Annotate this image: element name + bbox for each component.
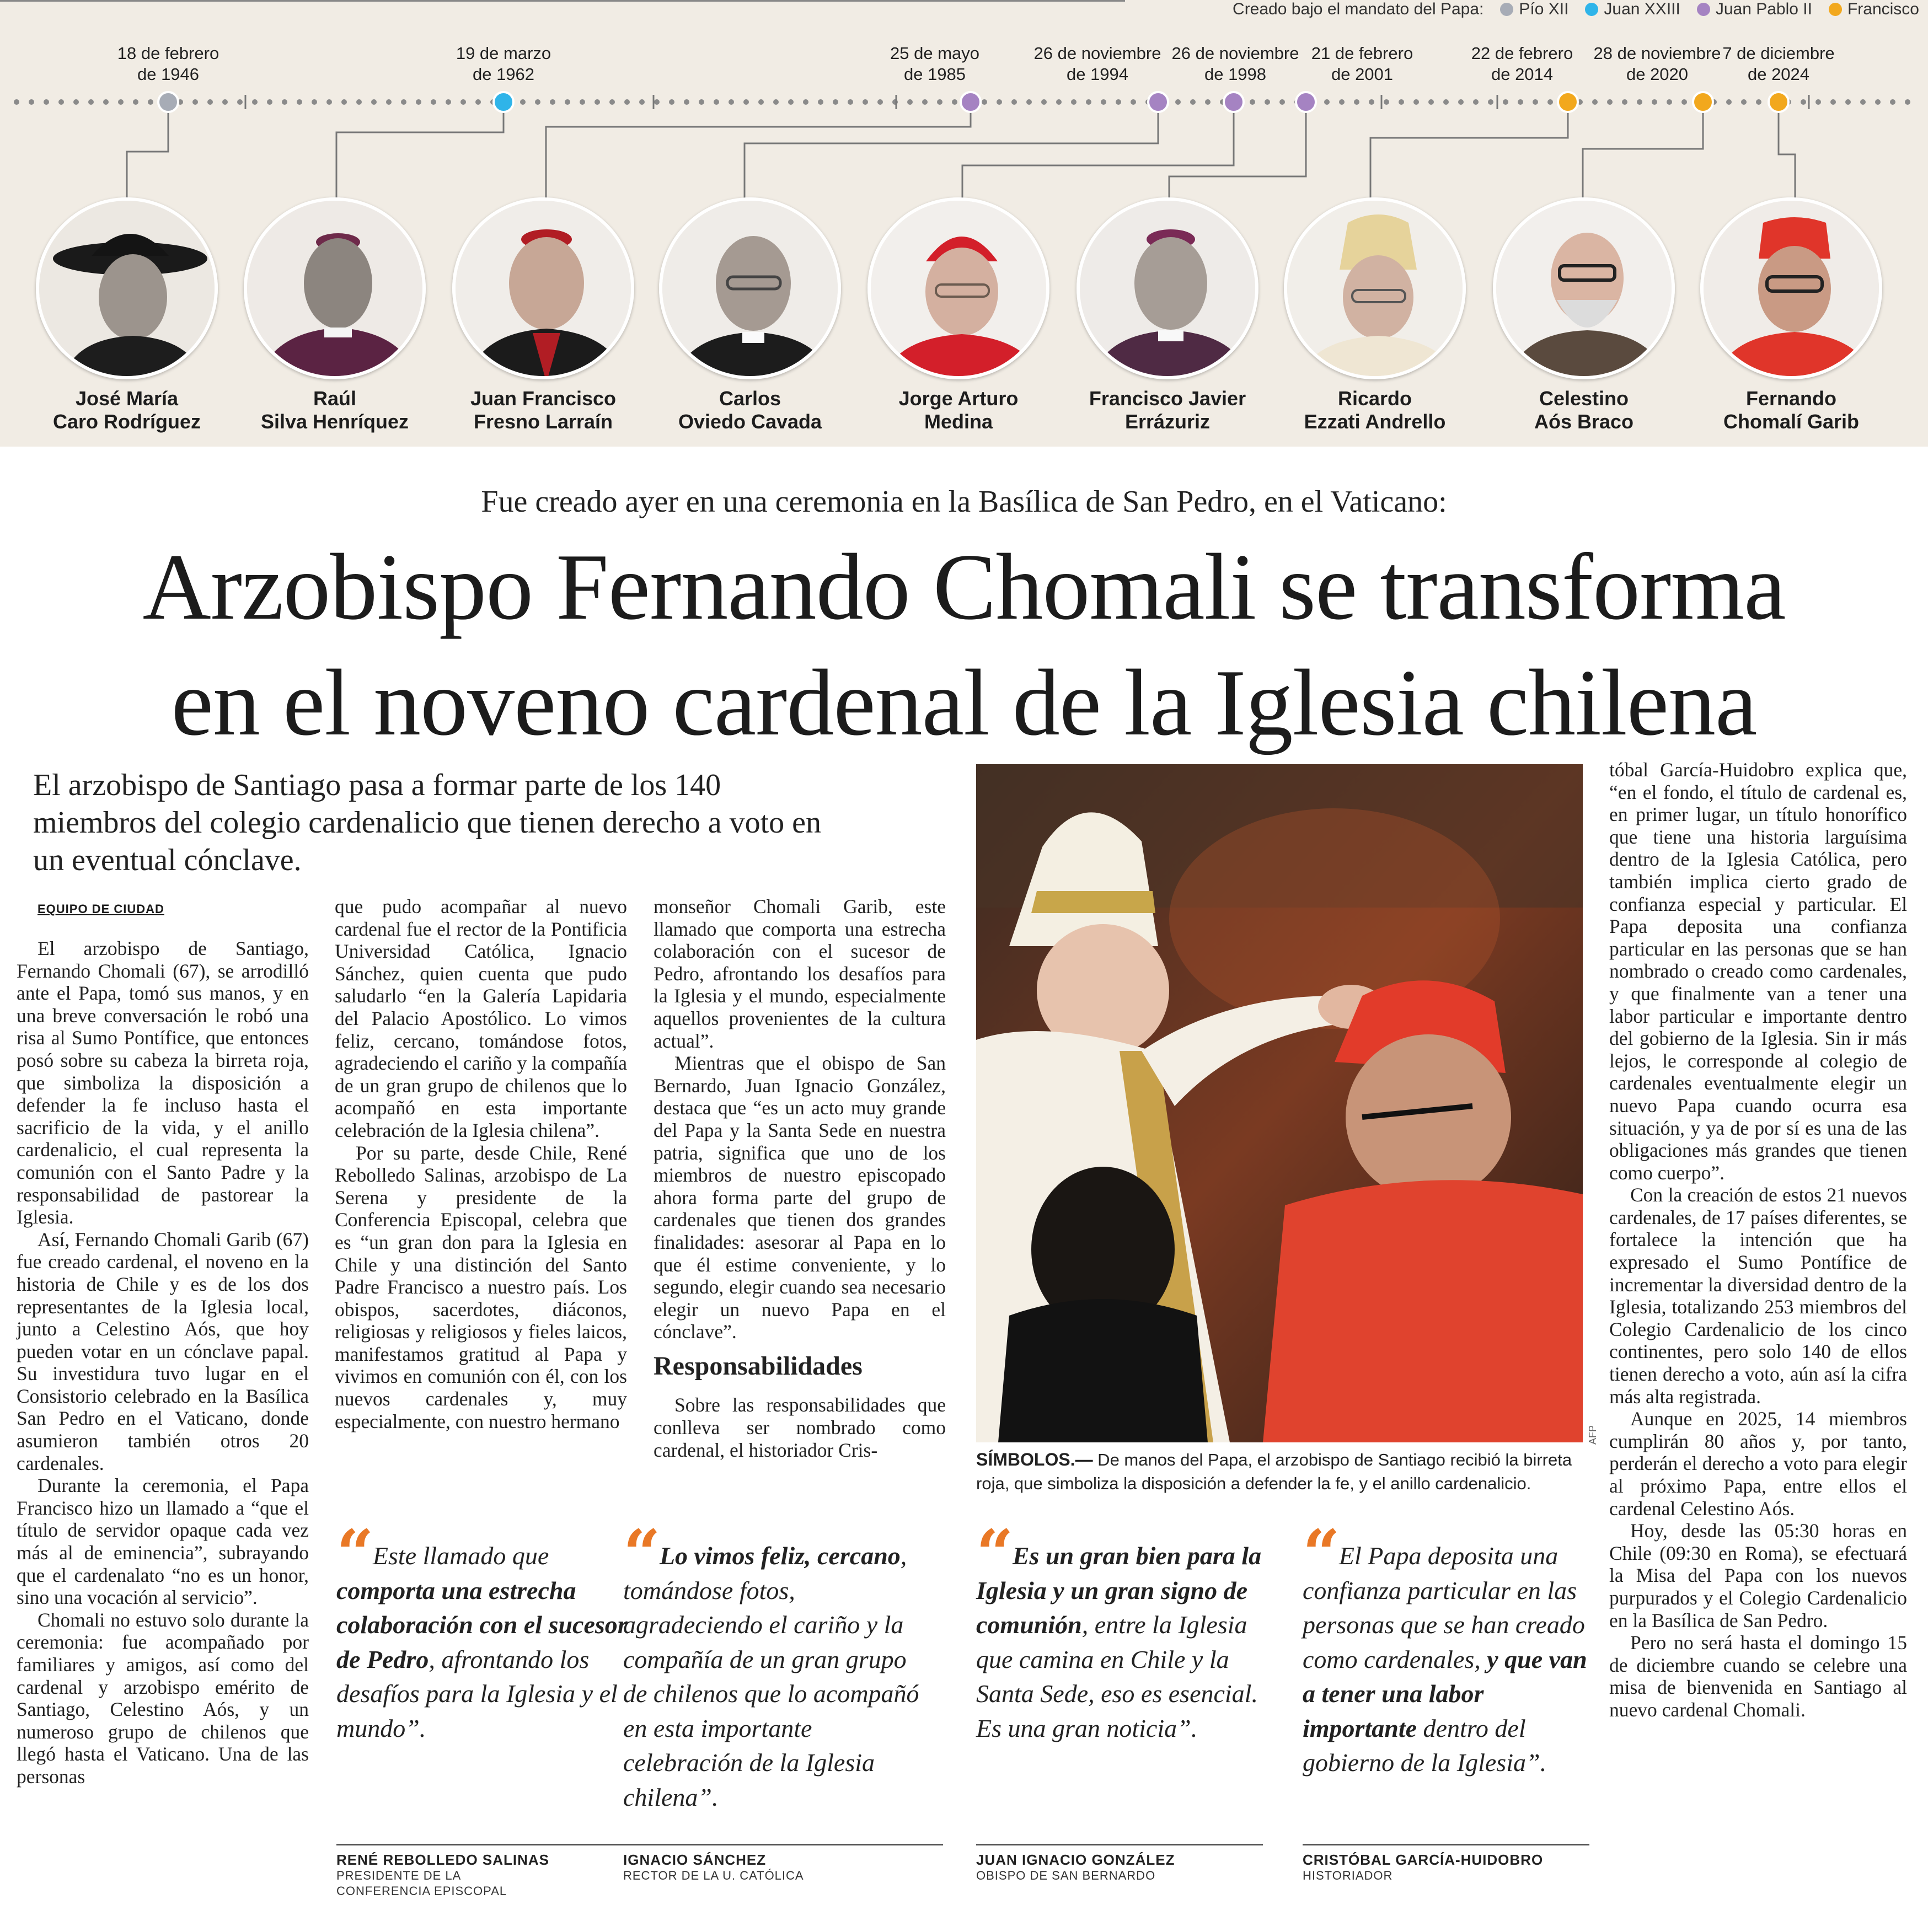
paragraph: que pudo acompañar al nuevo cardenal fue el rector de la Pontificia Universidad Católica, Ignacio Sánchez, quien cuenta que pudo saludarlo “en la Galería Lapidaria del Palacio Apostólico. Lo vimos feliz, cercano, tomándose fotos, agradeciendo el cariño y la compañía de un gran grupo de chilenos que lo acompañó en esta importante celebración de la Iglesia chilena”. xyxy=(335,895,627,1141)
kicker: Fue creado ayer en una ceremonia en la Basílica de San Pedro, en el Vaticano: xyxy=(481,485,1447,519)
paragraph: Así, Fernando Chomali Garib (67) fue creado cardenal, el noveno en la historia de Chile y es de los dos representantes de la Iglesia local, junto a Celestino Aós, que hoy pueden votar en un cónclave papal. Su investidura tuvo lugar en el Consistorio celebrado en la Basílica San Pedro en el Vaticano, donde asumieron también otros 20 cardenales. xyxy=(17,1228,309,1474)
date-2014: 22 de febrero de 2014 xyxy=(1471,44,1573,84)
axis-dot xyxy=(565,99,570,105)
axis-dot xyxy=(1175,99,1181,105)
axis-dot xyxy=(729,99,734,105)
marker-2020 xyxy=(1693,92,1713,112)
portrait-silva xyxy=(244,197,426,379)
axis-dot xyxy=(922,99,928,105)
quote-text: Lo vimos feliz, cercano, tomándose fotos, agradeciendo el cariño y la compañía de un gran grupo de chilenos que lo acompañó en esta importante celebración de la Iglesia chilena”. xyxy=(623,1542,919,1811)
axis-dot xyxy=(1518,99,1523,105)
axis-dot xyxy=(609,99,615,105)
axis-dot xyxy=(1503,99,1508,105)
legend-title: Creado bajo el mandato del Papa: xyxy=(1233,0,1484,18)
quote-mark-icon: “ xyxy=(1303,1515,1335,1592)
date-1962: 19 de marzo de 1962 xyxy=(456,44,551,84)
axis-dot xyxy=(669,99,674,105)
headline xyxy=(44,529,1884,761)
marker-1962 xyxy=(494,92,513,112)
axis-dot xyxy=(1324,99,1330,105)
cardinals-timeline xyxy=(0,0,1928,447)
date-2024: 7 de diciembre de 2024 xyxy=(1722,44,1835,84)
name-errazuriz: Francisco Javier Errázuriz xyxy=(1089,387,1246,433)
caption-label: SÍMBOLOS.— xyxy=(976,1450,1093,1469)
quote-mark-icon: “ xyxy=(976,1515,1008,1592)
axis-dot xyxy=(1592,99,1598,105)
axis-dot xyxy=(103,99,109,105)
axis-dot xyxy=(58,99,64,105)
paragraph: Aunque en 2025, 14 miembros cumplirán 80 años y, por tanto, perderán el derecho a voto para elegir al próximo Papa, entre ellos el cardenal Celestino Aós. xyxy=(1609,1408,1907,1520)
axis-dot xyxy=(773,99,779,105)
axis-dot xyxy=(1905,99,1910,105)
quote-text: El Papa deposita una confianza particular en las personas que se han creado como cardenales, y que van a tener una labor importante dentro del gobierno de la Iglesia”. xyxy=(1303,1542,1587,1777)
name-ezzati: Ricardo Ezzati Andrello xyxy=(1304,387,1446,433)
axis-dot xyxy=(446,99,451,105)
axis-dot xyxy=(148,99,153,105)
paragraph: Mientras que el obispo de San Bernardo, Juan Ignacio González, destaca que “es un acto muy grande del Papa y la Santa Sede en nuestra patria, significa que uno de los miembros de nuestro episcopado ahora forma parte del grupo de cardenales que tienen dos grandes finalidades: asesorar al Papa en lo que él estime conveniente, y lo segundo, elegir cuando sea necesario elegir un nuevo Papa en el cónclave”. xyxy=(654,1052,946,1343)
axis-dot xyxy=(580,99,585,105)
quote-text: Es un gran bien para la Iglesia y un gran signo de comunión, entre la Iglesia que camina en Chile y la Santa Sede, eso es esencial. Es una gran noticia”. xyxy=(976,1542,1262,1742)
portrait-errazuriz xyxy=(1077,197,1258,379)
marker-2001 xyxy=(1296,92,1316,112)
axis-dot xyxy=(639,99,645,105)
headline-line-2: en el noveno cardenal de la Iglesia chilena xyxy=(171,651,1757,755)
axis-dot xyxy=(1413,99,1419,105)
marker-2024 xyxy=(1769,92,1788,112)
date-1946: 18 de febrero de 1946 xyxy=(117,44,219,84)
axis-dot xyxy=(312,99,317,105)
axis-dot xyxy=(14,99,19,105)
legend-label: Juan XXIII xyxy=(1604,0,1680,18)
photo-credit: AFP xyxy=(1587,1425,1598,1445)
marker-2014 xyxy=(1558,92,1578,112)
axis-dot xyxy=(73,99,79,105)
axis-dot xyxy=(1250,99,1255,105)
axis-dot xyxy=(907,99,913,105)
legend-label: Francisco xyxy=(1847,0,1919,18)
quote-rule xyxy=(623,1844,943,1845)
axis-dot xyxy=(207,99,213,105)
body-column-2 xyxy=(335,895,627,1507)
axis-dot xyxy=(192,99,198,105)
portrait-chomali xyxy=(1700,197,1882,379)
paragraph: Hoy, desde las 05:30 horas en Chile (09:30 en Roma), se efectuará la Misa del Papa con los nuevos purpurados y el Colegio Cardenalicio en la Basílica de San Pedro. xyxy=(1609,1520,1907,1632)
marker-1994 xyxy=(1148,92,1168,112)
quote-author-name: IGNACIO SÁNCHEZ xyxy=(623,1852,767,1868)
portrait-ezzati xyxy=(1284,197,1466,379)
name-caro: José María Caro Rodríguez xyxy=(52,387,201,433)
paragraph: Pero no será hasta el domingo 15 de diciembre cuando se celebre una misa de bienvenida en Santiago al nuevo cardenal Chomali. xyxy=(1609,1632,1907,1721)
portrait-oviedo xyxy=(659,197,841,379)
axis-dot xyxy=(371,99,377,105)
axis-dot xyxy=(863,99,868,105)
axis-dot xyxy=(1667,99,1672,105)
axis-dot xyxy=(1726,99,1732,105)
quote-gonzalez xyxy=(976,1515,1285,1746)
body-column-4 xyxy=(1609,759,1907,1922)
axis-dot xyxy=(848,99,853,105)
axis-dot xyxy=(818,99,823,105)
axis-dot xyxy=(1041,99,1047,105)
quote-author-name: JUAN IGNACIO GONZÁLEZ xyxy=(976,1852,1175,1868)
axis-dot xyxy=(1101,99,1106,105)
axis-dot xyxy=(460,99,466,105)
axis-dot xyxy=(297,99,302,105)
axis-dot xyxy=(699,99,704,105)
quote-text: Este llamado que comporta una estrecha colaboración con el sucesor de Pedro, afrontando los desafíos para la Iglesia y el mundo”. xyxy=(336,1542,628,1742)
axis-dot xyxy=(416,99,421,105)
paragraph: monseñor Chomali Garib, este llamado que comporta una estrecha colaboración con el sucesor de Pedro, afrontando los desafíos para la Iglesia y el mundo, especialmente aquellos provenientes de la cultura actual”. xyxy=(654,895,946,1052)
axis-dot xyxy=(1652,99,1657,105)
date-2001: 21 de febrero de 2001 xyxy=(1311,44,1413,84)
quote-mark-icon: “ xyxy=(623,1515,655,1592)
axis-dot xyxy=(997,99,1002,105)
axis-dot xyxy=(1116,99,1121,105)
axis-dot xyxy=(1756,99,1761,105)
quote-author-name: CRISTÓBAL GARCÍA-HUIDOBRO xyxy=(1303,1852,1544,1868)
axis-dot xyxy=(1458,99,1464,105)
axis-dot xyxy=(1131,99,1136,105)
date-1994: 26 de noviembre de 1994 xyxy=(1033,44,1161,84)
paragraph: El arzobispo de Santiago, Fernando Chomali (67), se arrodilló ante el Papa, tomó sus manos, y en una breve conversación le robó una risa al Sumo Pontífice, que entonces posó sobre su cabeza la birreta roja, que simboliza la disposición a defender la fe incluso hasta el sacrificio de la vida, y el anillo cardenalicio, el cual representa la comunión con el Santo Padre y la responsabilidad de pastorear la Iglesia. xyxy=(17,937,309,1228)
quote-rebolledo xyxy=(336,1515,645,1746)
axis-dot xyxy=(401,99,406,105)
axis-dot xyxy=(237,99,243,105)
axis-dot xyxy=(803,99,808,105)
quote-rule xyxy=(336,1844,631,1845)
axis-dot xyxy=(1279,99,1285,105)
paragraph: Por su parte, desde Chile, René Rebolledo Salinas, arzobispo de La Serena y presidente de la Conferencia Episcopal, celebra que es “un gran don para la Iglesia en Chile y una distinción del Santo Padre Francisco a nuestro país. Los obispos, sacerdotes, diáconos, religiosas y religiosos y fieles laicos, manifestamos gratitud al Papa y vivimos en comunión con él, con los nuevos cardenales y, muy especialmente, con nuestro hermano xyxy=(335,1141,627,1432)
marker-1946 xyxy=(158,92,178,112)
timeline-axis xyxy=(0,0,1928,198)
axis-dot xyxy=(88,99,94,105)
axis-dot xyxy=(654,99,660,105)
quote-mark-icon: “ xyxy=(336,1515,368,1592)
axis-dot xyxy=(595,99,600,105)
axis-dot xyxy=(341,99,347,105)
photo-caption xyxy=(976,1448,1588,1495)
caption-text: De manos del Papa, el arzobispo de Santiago recibió la birreta roja, que simboliza la disposición a defender la fe, y el anillo cardenalicio. xyxy=(976,1450,1572,1493)
lead-paragraph: El arzobispo de Santiago pasa a formar parte de los 140 miembros del colegio cardenalicio que tienen derecho a voto en un eventual cónclave. xyxy=(33,768,821,877)
axis-dot xyxy=(1890,99,1895,105)
axis-dot xyxy=(937,99,942,105)
axis-dot xyxy=(1205,99,1211,105)
axis-dot xyxy=(29,99,34,105)
axis-dot xyxy=(118,99,124,105)
axis-dot xyxy=(1473,99,1479,105)
axis-dot xyxy=(1056,99,1062,105)
axis-dot xyxy=(1637,99,1642,105)
date-1985: 25 de mayo de 1985 xyxy=(890,44,979,84)
quote-author-role: RECTOR DE LA U. CATÓLICA xyxy=(623,1869,804,1882)
body-column-1 xyxy=(17,937,309,1886)
axis-dot xyxy=(252,99,258,105)
axis-dot xyxy=(743,99,749,105)
quote-author-role: OBISPO DE SAN BERNARDO xyxy=(976,1869,1156,1882)
axis-dot xyxy=(1086,99,1091,105)
body-column-3 xyxy=(654,895,946,1507)
axis-dot xyxy=(952,99,957,105)
axis-dot xyxy=(550,99,555,105)
timeline-connectors xyxy=(127,105,1795,198)
axis-dot xyxy=(1265,99,1270,105)
byline: EQUIPO DE CIUDAD xyxy=(38,902,164,916)
axis-dot xyxy=(1815,99,1821,105)
quote-rule xyxy=(976,1844,1263,1845)
axis-dot xyxy=(1428,99,1434,105)
axis-dot xyxy=(1071,99,1077,105)
marker-1985 xyxy=(961,92,981,112)
portrait-caro xyxy=(36,197,218,379)
axis-dot xyxy=(535,99,540,105)
name-chomali: Fernando Chomalí Garib xyxy=(1723,387,1860,433)
axis-dot xyxy=(1399,99,1404,105)
axis-dot xyxy=(1741,99,1747,105)
axis-dot xyxy=(1369,99,1374,105)
axis-dot xyxy=(356,99,362,105)
subhead-responsabilidades: Responsabilidades xyxy=(654,1351,863,1381)
axis-dot xyxy=(431,99,436,105)
name-fresno: Juan Francisco Fresno Larraín xyxy=(470,387,617,433)
date-2020: 28 de noviembre de 2020 xyxy=(1593,44,1721,84)
axis-dot xyxy=(833,99,838,105)
paragraph: Con la creación de estos 21 nuevos cardenales, de 17 países diferentes, se fortalece la intención que ha expresado el Sumo Pontífice de incrementar la diversidad dentro de la Iglesia, totalizando 253 miembros del Colegio Cardenalicio de los cinco continentes, pero solo 140 de ellos tienen derecho a voto, aún así la cifra más alta registrada. xyxy=(1609,1184,1907,1408)
axis-dot xyxy=(520,99,526,105)
axis-dot xyxy=(684,99,689,105)
legend-label: Juan Pablo II xyxy=(1715,0,1812,18)
axis-dot xyxy=(1533,99,1538,105)
axis-dot xyxy=(1860,99,1866,105)
axis-dot xyxy=(222,99,228,105)
axis-dot xyxy=(1845,99,1851,105)
marker-1998 xyxy=(1224,92,1244,112)
paragraph: tóbal García-Huidobro explica que, “en el fondo, el título de cardenal es, en primer lugar, un título honorífico que tiene una historia larguísima dentro de la Iglesia Católica, pero también implica cierto grado de confianza especial y particular. El Papa deposita una confianza particular en las personas que se han nombrado o creado como cardenales, y que finalmente van a tener una labor particular e importante dentro del gobierno de la Iglesia. Sin ir más lejos, le corresponde al colegio de cardenales eventualmente elegir un nuevo Papa cuando ocurra esa situación, y ya de por sí es una de las obligaciones más grandes que tienen como cuerpo”. xyxy=(1609,759,1907,1184)
axis-dot xyxy=(1190,99,1196,105)
legend-label: Pío XII xyxy=(1519,0,1569,18)
paragraph: Durante la ceremonia, el Papa Francisco hizo un llamado a “que el título de servidor opaque cada vez más al de eminencia”, subrayando que el cardenalato “no es un honor, sino una vocación al servicio”. xyxy=(17,1474,309,1609)
axis-dot xyxy=(44,99,49,105)
axis-dot xyxy=(475,99,481,105)
portrait-aos xyxy=(1493,197,1675,379)
axis-dot xyxy=(1026,99,1032,105)
axis-dot xyxy=(624,99,630,105)
axis-dot xyxy=(1830,99,1836,105)
axis-dot xyxy=(714,99,719,105)
name-medina: Jorge Arturo Medina xyxy=(898,387,1019,433)
axis-dot xyxy=(282,99,287,105)
axis-dot xyxy=(877,99,883,105)
date-1998: 26 de noviembre de 1998 xyxy=(1171,44,1299,84)
portrait-medina xyxy=(867,197,1049,379)
axis-dot xyxy=(1547,99,1553,105)
quote-rule xyxy=(1303,1844,1589,1845)
axis-dot xyxy=(1011,99,1017,105)
axis-dot xyxy=(982,99,987,105)
axis-dot xyxy=(1354,99,1359,105)
headline-line-1: Arzobispo Fernando Chomali se transforma xyxy=(142,535,1786,640)
quote-garcia-huidobro xyxy=(1303,1515,1600,1780)
quote-author-name: RENÉ REBOLLEDO SALINAS xyxy=(336,1852,550,1868)
axis-dot xyxy=(1339,99,1345,105)
ceremony-photo xyxy=(976,764,1583,1442)
paragraph: Chomali no estuvo solo durante la ceremonia: fue acompañado por familiares y amigos, así como del cardenal y arzobispo emérito de Santiago, Celestino Aós, y un numeroso grupo de chilenos que llegó hasta el Vaticano. Una de las personas xyxy=(17,1608,309,1788)
axis-dot xyxy=(1622,99,1627,105)
axis-dot xyxy=(1607,99,1613,105)
axis-dot xyxy=(788,99,794,105)
quote-sanchez xyxy=(623,1515,932,1815)
axis-dot xyxy=(1801,99,1806,105)
axis-dot xyxy=(133,99,138,105)
name-aos: Celestino Aós Braco xyxy=(1534,387,1634,433)
axis-dot xyxy=(1443,99,1449,105)
quote-author-role: PRESIDENTE DE LA CONFERENCIA EPISCOPAL xyxy=(336,1869,507,1898)
axis-dot xyxy=(386,99,392,105)
quote-author-role: HISTORIADOR xyxy=(1303,1869,1393,1882)
axis-dot xyxy=(326,99,332,105)
axis-dot xyxy=(1384,99,1389,105)
portrait-fresno xyxy=(452,197,634,379)
paragraph: Sobre las responsabilidades que conlleva ser nombrado como cardenal, el historiador Cris- xyxy=(654,1394,946,1461)
name-silva: Raúl Silva Henríquez xyxy=(260,387,409,433)
axis-dot xyxy=(267,99,272,105)
axis-dot xyxy=(758,99,764,105)
name-oviedo: Carlos Oviedo Cavada xyxy=(678,387,822,433)
axis-dot xyxy=(1488,99,1493,105)
axis-dot xyxy=(1681,99,1687,105)
axis-dot xyxy=(1875,99,1881,105)
